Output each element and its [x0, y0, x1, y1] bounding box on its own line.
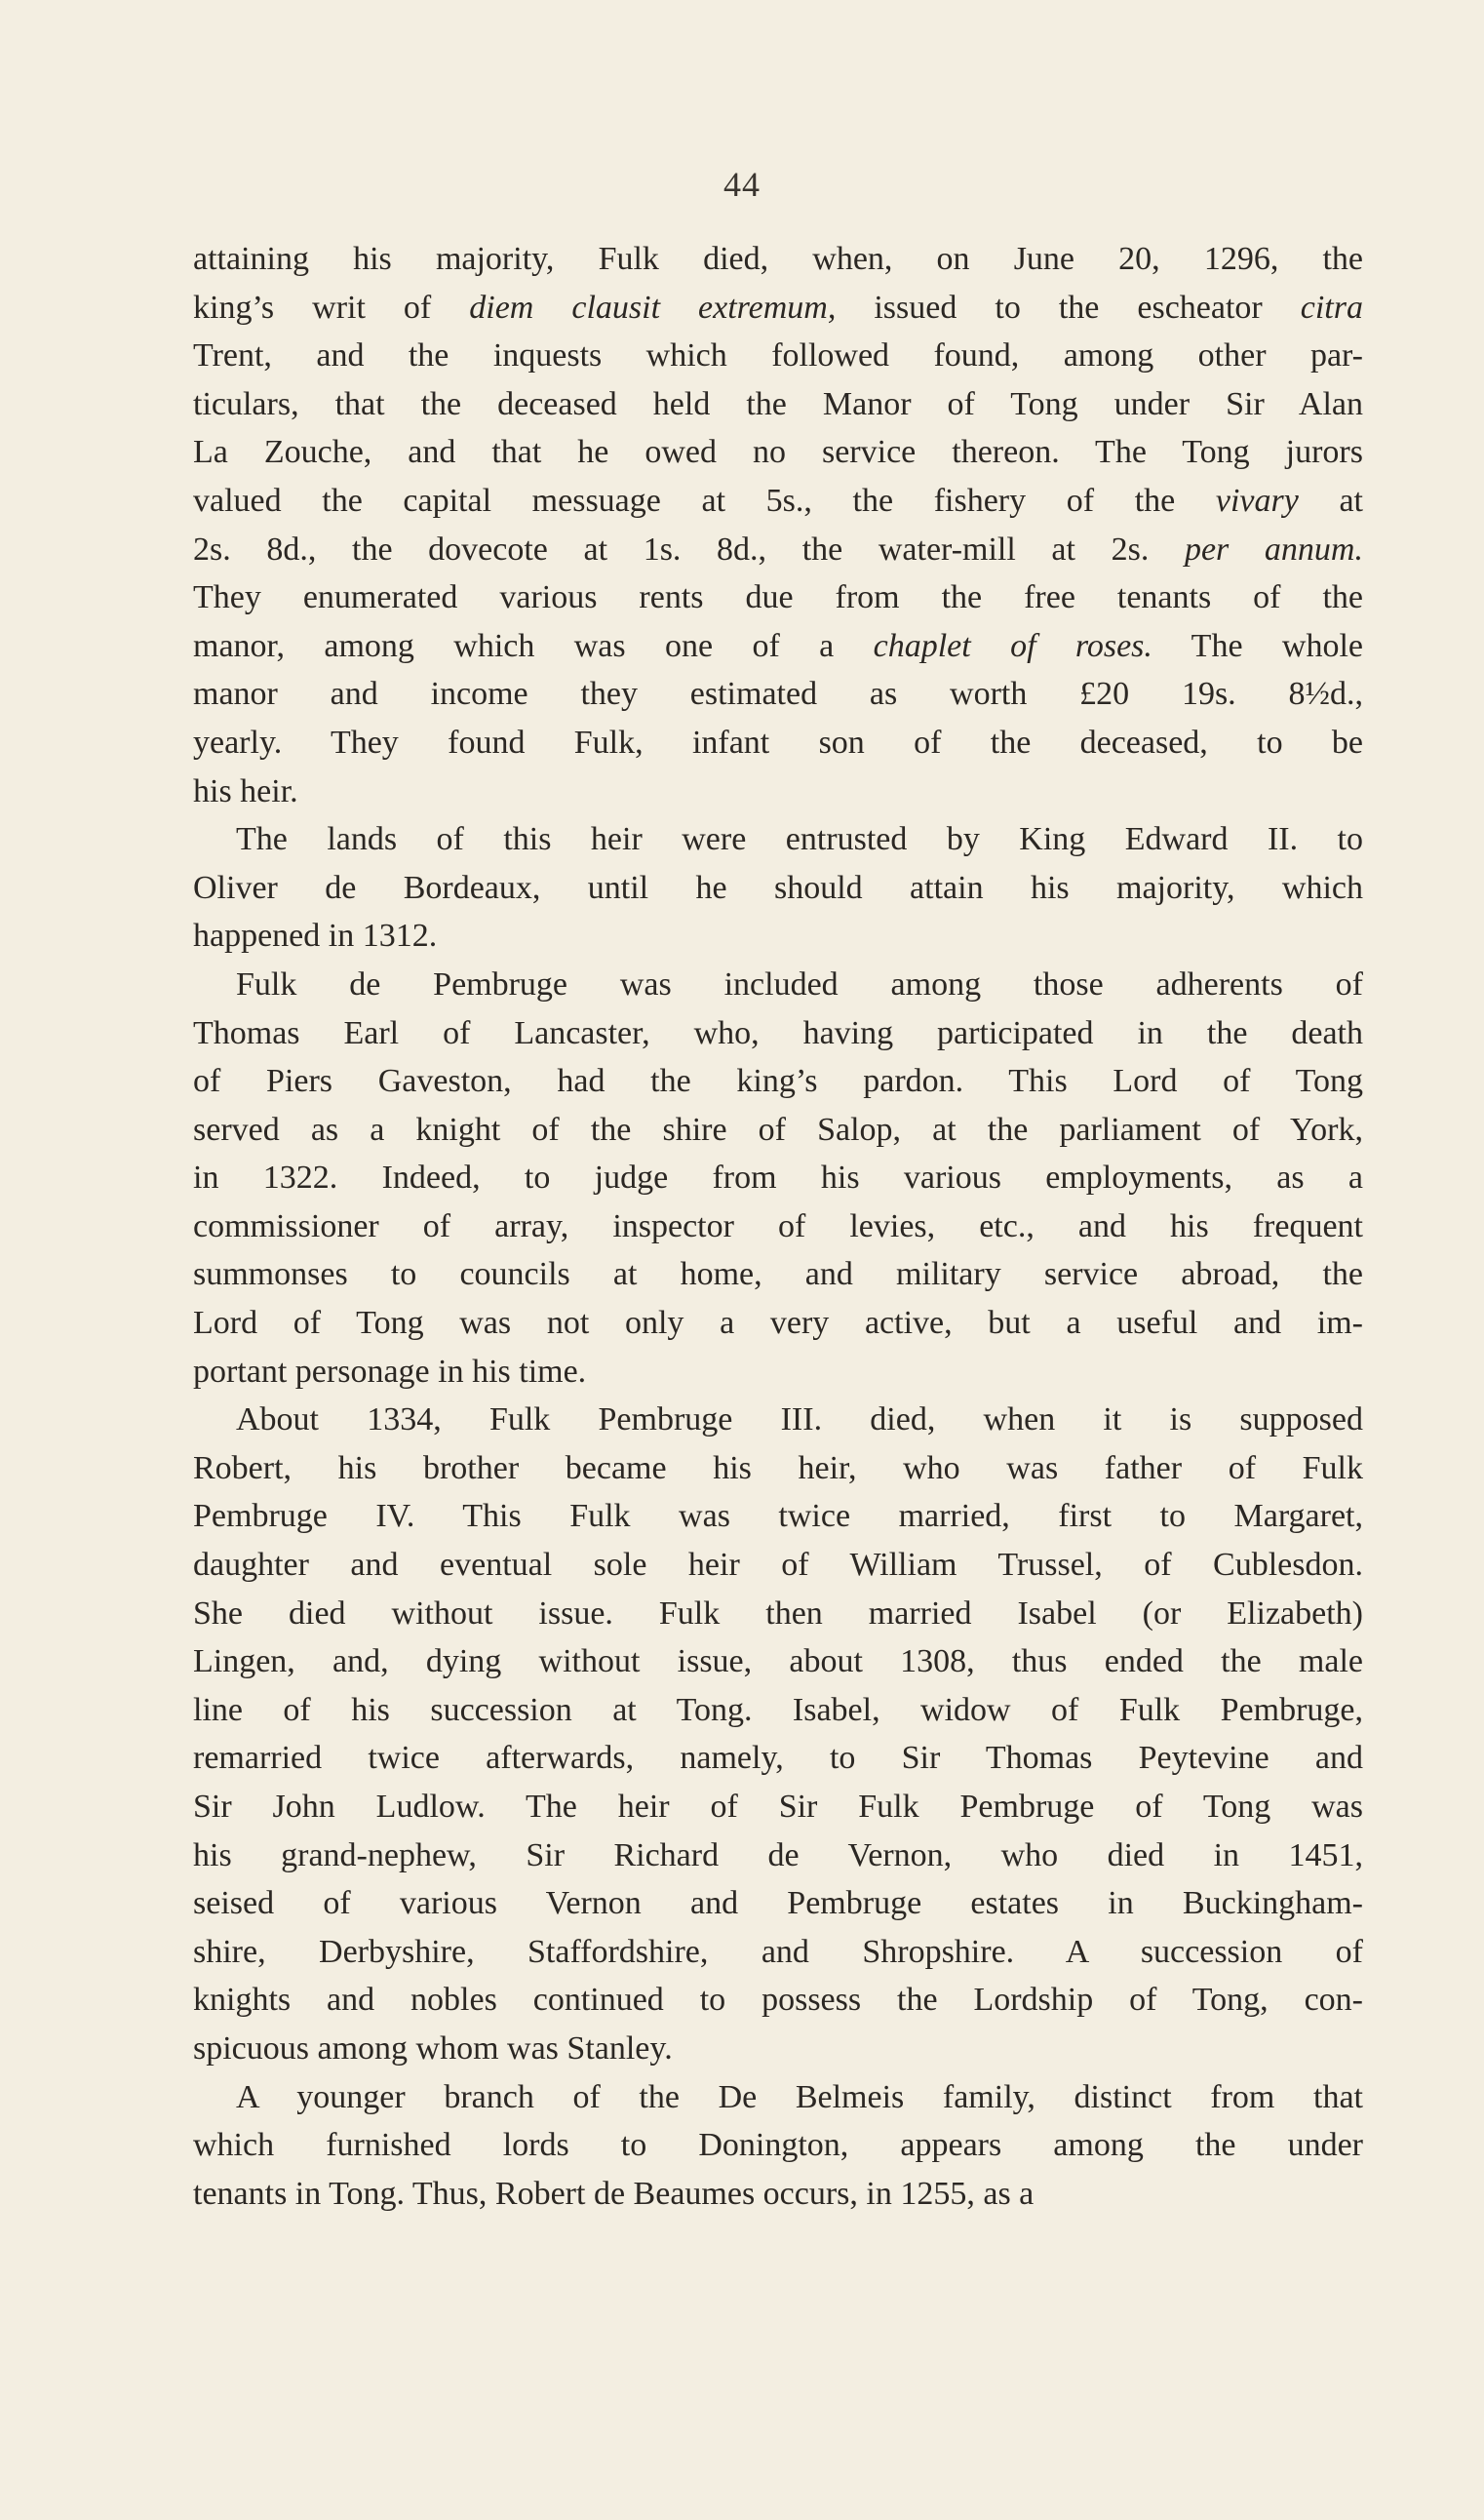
text-line: The lands of this heir were entrusted by King Edward II. to: [236, 821, 1363, 858]
paragraph-4: [193, 1396, 1363, 2072]
text-line: his grand-nephew, Sir Richard de Vernon, who died in 1451,: [193, 1836, 1363, 1873]
text-line: of Piers Gaveston, had the king’s pardon. This Lord of Tong: [193, 1063, 1363, 1100]
text-line: attaining his majority, Fulk died, when, on June 20, 1296, the: [193, 241, 1363, 277]
text-line: 2s. 8d., the dovecote at 1s. 8d., the water-mill at 2s. per annum.: [193, 531, 1363, 568]
text-line: Lingen, and, dying without issue, about 1308, thus ended the male: [193, 1643, 1363, 1680]
text-line: A younger branch of the De Belmeis family, distinct from that: [236, 2078, 1363, 2115]
text-line: Lord of Tong was not only a very active, but a useful and im-: [193, 1305, 1363, 1342]
text-line: ticulars, that the deceased held the Manor of Tong under Sir Alan: [193, 385, 1363, 422]
text-line: tenants in Tong. Thus, Robert de Beaumes occurs, in 1255, as a: [193, 2175, 1035, 2212]
text-line: served as a knight of the shire of Salop, at the parliament of York,: [193, 1111, 1363, 1148]
text-line: remarried twice afterwards, namely, to Sir Thomas Peytevine and: [193, 1740, 1363, 1777]
text-line: Trent, and the inquests which followed found, among other par-: [193, 337, 1363, 374]
text-line: portant personage in his time.: [193, 1353, 587, 1390]
text-line: She died without issue. Fulk then married Isabel (or Elizabeth): [193, 1595, 1363, 1632]
text-line: valued the capital messuage at 5s., the fishery of the vivary at: [193, 482, 1363, 519]
text-line: spicuous among whom was Stanley.: [193, 2029, 673, 2067]
paragraph-5: [193, 2073, 1363, 2219]
page-number: 44: [723, 165, 761, 204]
text-line: yearly. They found Fulk, infant son of the deceased, to be: [193, 724, 1363, 761]
text-line: Fulk de Pembruge was included among those adherents of: [236, 965, 1363, 1003]
text-line: in 1322. Indeed, to judge from his various employments, as a: [193, 1160, 1363, 1197]
text-line: which furnished lords to Donington, appears among the under: [193, 2127, 1363, 2164]
text-line: commissioner of array, inspector of levies, etc., and his frequent: [193, 1207, 1363, 1244]
text-line: La Zouche, and that he owed no service thereon. The Tong jurors: [193, 434, 1363, 471]
text-line: Pembruge IV. This Fulk was twice married, first to Margaret,: [193, 1498, 1363, 1535]
text-line: Oliver de Bordeaux, until he should attain his majority, which: [193, 869, 1363, 906]
text-line: They enumerated various rents due from the free tenants of the: [193, 579, 1363, 616]
text-line: Robert, his brother became his heir, who was father of Fulk: [193, 1449, 1363, 1486]
text-line: line of his succession at Tong. Isabel, widow of Fulk Pembruge,: [193, 1691, 1363, 1728]
paragraph-2: [193, 815, 1363, 961]
paragraph-1: [193, 235, 1363, 815]
text-line: About 1334, Fulk Pembruge III. died, when it is supposed: [236, 1401, 1363, 1438]
text-line: manor and income they estimated as worth £20 19s. 8½d.,: [193, 676, 1363, 713]
text-line: Sir John Ludlow. The heir of Sir Fulk Pembruge of Tong was: [193, 1789, 1363, 1825]
text-line: his heir.: [193, 772, 298, 809]
text-line: happened in 1312.: [193, 918, 438, 955]
text-line: manor, among which was one of a chaplet of roses. The whole: [193, 627, 1364, 664]
body-text: [193, 235, 1363, 2218]
text-line: king’s writ of diem clausit extremum, issued to the escheator citra: [193, 289, 1363, 326]
paragraph-3: [193, 961, 1363, 1396]
text-line: daughter and eventual sole heir of William Trussel, of Cublesdon.: [193, 1547, 1363, 1584]
text-line: shire, Derbyshire, Staffordshire, and Shropshire. A succession of: [193, 1933, 1363, 1970]
text-line: knights and nobles continued to possess the Lordship of Tong, con-: [193, 1982, 1363, 2019]
text-line: Thomas Earl of Lancaster, who, having participated in the death: [193, 1014, 1363, 1051]
text-line: seised of various Vernon and Pembruge estates in Buckingham-: [193, 1885, 1363, 1922]
text-line: summonses to councils at home, and military service abroad, the: [193, 1256, 1363, 1293]
